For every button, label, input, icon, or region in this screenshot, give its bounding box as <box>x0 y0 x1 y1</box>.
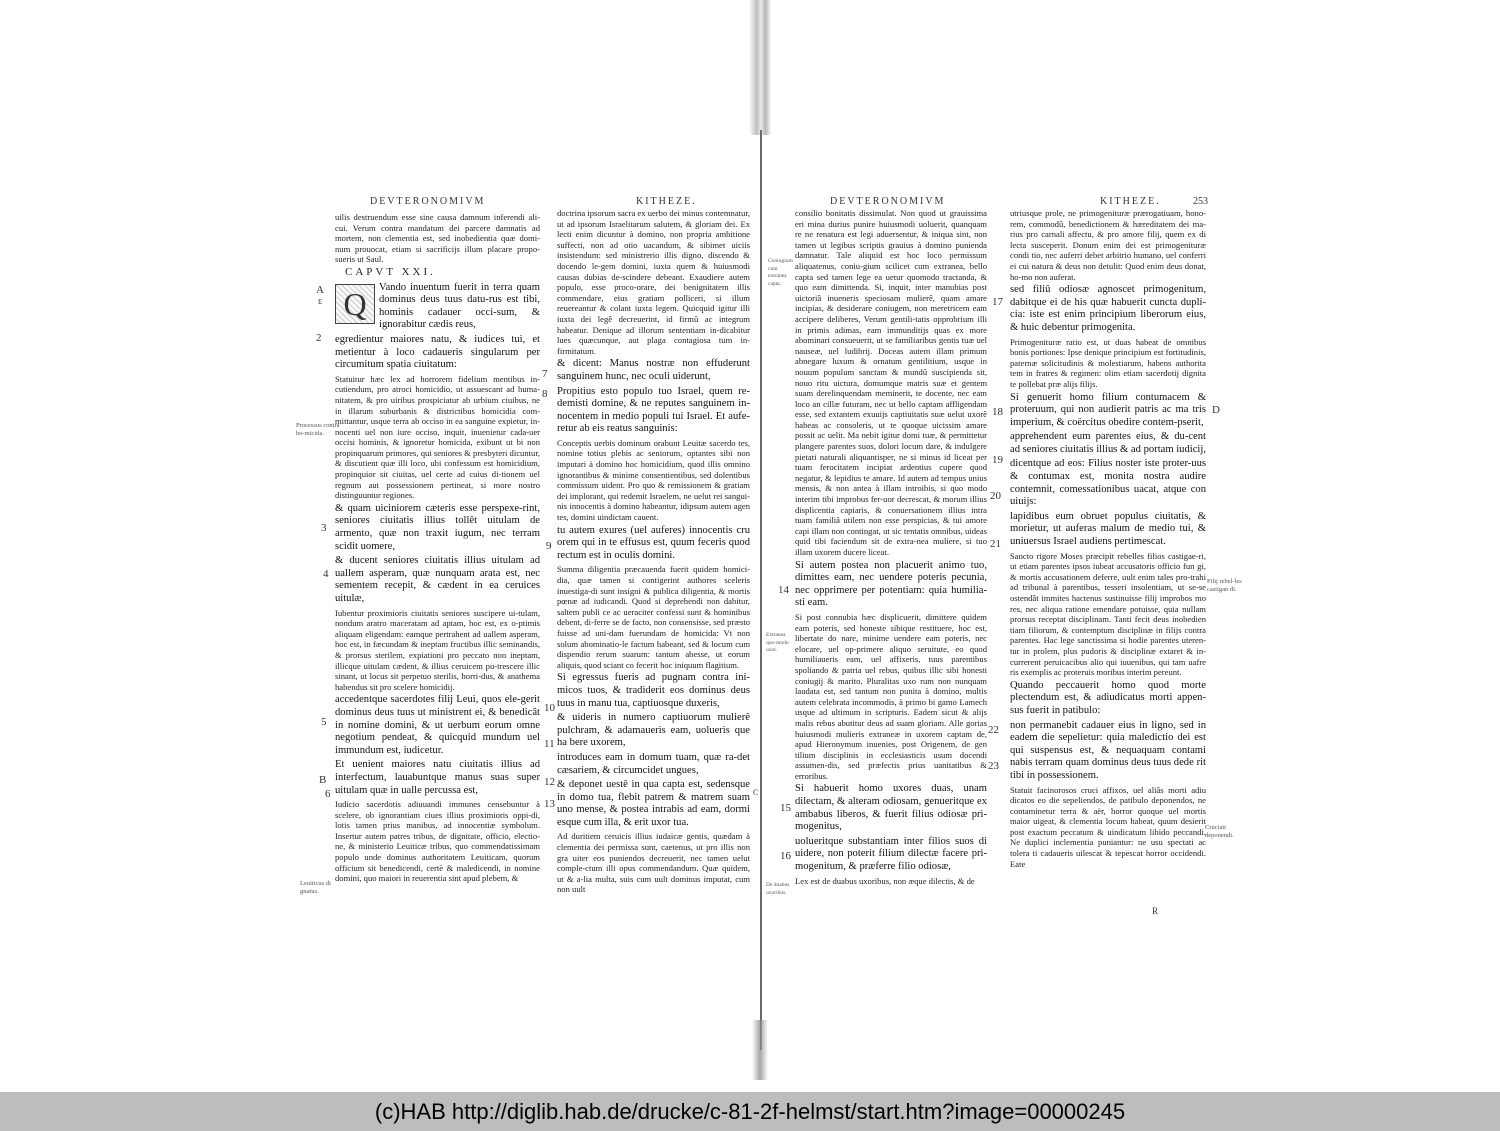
paragraph-text: Iudicio sacerdotis adiuuandi immunes censebuntur à scelere, ob ignorantiam ciues illius proximioris oppi-di, lotis tamen prius manibus, ad innocentiæ symbolum. Insertur autem patres tribus, de dignitate, officio, electio-ne, & ministerio Leuiticæ tribus, quo commendatissimam populo unde dominus authoritatem Leuiticam, quorum officium sit benedicendi, certè & maledicendi, in nomine domini, quo maiori in reuerentia sint apud plebem, & <box>335 799 540 884</box>
paragraph-text: consilio bonitatis dissimulat. Non quod ut grauissima eri mina durius punire huiusmodi uoluerit, quanquam re ne renatura est legi aduersentur, & iniqua sint, non tamen ut legibus scriptis grauius à domino punienda damnatur. Tale aliquid est hoc loco permissum aliquatenus, coniu-gium scilicet cum extranea, bello capta sed tamen lege ea uetur quomodo tractanda, & quo eam dimittenda. Si, inquit, inter manubias post uictoriâ inueneris speciosam mulierê, quam amare incipias, & desiderare coniugem, non meretricem eam accipere deliberes, Verum gentili-tatis opprobrium illi in primis adimas, eam immunditijs quas ex more abominari consueuerit, ut se familiaribus gentis tuæ uel nauseæ, uel ludibrij. Doceas autem illam primum abnegare luxum & ornatum gentilitium, usque in nouum populum sanctam & mundû suscipienda sit, nouo ritu uictura, domumque matris suæ et gentem suam derelinquendam meminerit, te docente, nec eam loco an cillæ futuram, nec ut bello captam affligendam esse, sed extantem exuuijs captiuitatis suæ uelut uxorê habeas ac consoleris, ut te quoque uicissim amare possit ac uelit. Ma nebit igitur domi tuæ, & permittetur plangere parentes suos, dolori locum dare, & indulgere pietati naturali aliquantisper, ne si minus id liceat per tuam ferocitatem incipiat ardentius cupere quod negatur, & lepidius te amare. Id autem ad tempus unius mensis, & non antea à illam introibis, si quo modo interim tibi improbus fer-uor decrescat, & morum illius displicentia capiaris, & conuersationem illius intra tuam familiâ utilem non esse perspicias, & tui amore capi illam non contingat, ut sic tentatis omnibus, uideas quid tibi faciendum sit de extra-nea muliere, si tuo illam uxorem ducere liceat. <box>795 208 987 557</box>
commentary-paragraph <box>1010 337 1206 390</box>
paragraph-text: accedentque sacerdotes filij Leui, quos ele-gerit dominus deus tuus ut ministrent ei, & benedicât in nomine domini, & ut uerbum eorum omne negotium pendeat, & quicquid mundum uel immundum est, iudicetur. <box>335 694 540 756</box>
paragraph-text: uolueritque substantiam inter filios suos di uidere, non poterit filium dilectæ facere pri-mogenitum, & præferre filio odiosæ, <box>795 835 987 873</box>
scripture-paragraph <box>1010 680 1206 718</box>
running-header-center-right: DEVTERONOMIVM <box>830 196 946 207</box>
paragraph-text: & deponet uestê in qua capta est, sedensque in domo tua, flebit patrem & matrem suam uno mense, & postea intrabis ad eam, dormi esque cum illa, & erit uxor tua. <box>557 779 750 828</box>
commentary-paragraph <box>557 438 750 523</box>
verse-number: 14 <box>778 584 789 596</box>
section-letter: A <box>316 284 324 296</box>
scripture-paragraph <box>1010 511 1206 549</box>
paragraph-text: apprehendent eum parentes eius, & du-cent ad seniores ciuitatis illius & ad portam iudicij, <box>1010 431 1206 455</box>
paragraph-text: Primogenituræ ratio est, ut duas habeat de omnibus bonis portiones: Ipse denique principium est fortitudinis, paternæ solicitudinis & molestiarum, habens authorita tem in fratres & regimen: olim etiam sacerdotij dignita te pollebat præ alijs filijs. <box>1010 336 1206 389</box>
paragraph-text: non permanebit cadauer eius in ligno, sed in eadem die sepelietur: quia maledictio dei est qui suspensus est, & nequaquam contami nabis terram quam dominus deus tuus dede rit tibi in possessionem. <box>1010 719 1206 781</box>
paragraph-text: Summa diligentia præcauenda fuerit quidem homici-dia, quæ tamen si contigerint authores sceleris inuestiga-di sunt insigni & publica diligentia, & mortis pœnæ ad iudicandi. Quod si deprehendi non dabitur, saltem publi ce ac ueraciter confessi sunt & hominibus debent, di-ferre se de facto, non consensisse, sed præsto fuisse ad uni-dam fuerundam de homicida: Vt non solum abominatio-le factum habeant, sed & locum cum dispendio rerum suarum: tantum abesse, ut eorum aliquis, quod sciant co fecerit hoc iniquum flagitium. <box>557 564 750 670</box>
commentary-paragraph <box>1010 551 1206 678</box>
scripture-paragraph <box>557 358 750 383</box>
commentary-paragraph <box>1010 785 1206 870</box>
scripture-paragraph <box>795 836 987 874</box>
paragraph-text: Si post connubia hæc displicuerit, dimittere quidem eam poteris, sed honeste sibique restituere, hoc est, libertate do nare, minime uendere eam poteris, nec elocare, uel op-primere aliquo seruitute, eo quod humiliaueris eam, uel affixeris, tuus parentibus spoliando & patria uel rebus, quibus illic sibi honesti coniugij & marito. Pluralitas uxo rum non nunquam laudata est, sed tantum non punita à domino, multis autem celebrata incommodis, à primo bi gamo Lamech usque ad ultimum in scripturis. Eadem sicut & alijs malis rebus abutitur deus ad suam gloriam. Alle gorias huiusmodi mulieris extraneæ in uxorem captam de, apud Hieronymum inuenies, post Origenem, de gen tilium disciplinis in ecclesiasticis usum docendi assumen-dis, sed præfectis prius uanitatibus & erroribus. <box>795 611 987 781</box>
commentary-paragraph <box>335 212 540 265</box>
drop-cap-initial: Q <box>335 284 375 324</box>
paragraph-text: & uideris in numero captiuorum mulierê pulchram, & adamaueris eam, uolueris que ha bere uxorem, <box>557 712 750 749</box>
paragraph-text: tu autem exures (uel auferes) innocentis cru orem qui in te effusus est, quum feceris quod rectum est in oculis domini. <box>557 524 750 561</box>
scripture-paragraph <box>557 525 750 563</box>
commentary-paragraph <box>335 608 540 693</box>
spine-shadow-bottom <box>752 1020 768 1080</box>
verse-number: 18 <box>992 406 1003 418</box>
text-column-3 <box>795 208 987 908</box>
side-note: Extranea quo-modo uxor. <box>766 632 789 653</box>
verse-number: 19 <box>992 454 1003 466</box>
commentary-paragraph <box>557 564 750 670</box>
section-letter: R <box>1152 906 1159 916</box>
verse-number: 11 <box>544 738 555 750</box>
paragraph-text: utriusque prole, ne primogenituræ prærogatiuam, hono-rem, commodû, benedictionem & hæreditatem dei ma-rius pro carnali affectu, & pro amore filij, quem ex di lecta susceperit. Donum enim dei est primogenituræ condi tio, nec auferri debet arbitrio humano, uel conferri ei cui natura & deus non detulit: Quod enim deus donat, ho-mo non auferat. <box>1010 208 1206 282</box>
paragraph-text: Conceptis uerbis dominum orabunt Leuitæ sacerdo tes, nomine totius plebis ac seniorum, optantes sibi non imputari à domino hoc homicidium, quod illis omnino ignorantibus & minime consentientibus, sed dolentibus commissum uident. Pro quo & remissionem & gratiam dei implorant, qui redemit Israelem, ne uelut rei sangui-nis innocentis à domino habeantur, idipsum autem agen tes, domini uindictam cauent. <box>557 437 750 523</box>
text-column-2 <box>557 208 750 920</box>
verse-number: 21 <box>990 538 1001 550</box>
scripture-paragraph <box>1010 392 1206 430</box>
verse-number: 10 <box>544 702 555 714</box>
spine-shadow-top <box>749 0 771 135</box>
verse-number: 7 <box>542 368 548 380</box>
side-note: Cruciati deponendi. <box>1205 824 1234 839</box>
section-letter: E <box>318 298 323 306</box>
side-note: Leuiticus di gnatus. <box>300 880 331 895</box>
paragraph-text: Si habuerit homo uxores duas, unam dilectam, & alteram odiosam, genueritque ex ambabus liberos, & fuerit filius odiosæ pri-mogenitus, <box>795 783 987 833</box>
verse-number: 9 <box>546 540 552 552</box>
section-letter: D <box>1212 404 1220 416</box>
verse-number: 17 <box>992 296 1003 308</box>
copyright-footer: (c)HAB http://diglib.hab.de/drucke/c-81-2f-helmst/start.htm?image=00000245 <box>0 1092 1500 1131</box>
scripture-paragraph <box>795 783 987 833</box>
verse-number: 16 <box>780 850 791 862</box>
paragraph-text: dicentque ad eos: Filius noster iste proter-uus & contumax est, monita nostra audire contemnit, comessationibus uacat, atque con uiuijs: <box>1010 458 1206 508</box>
verse-number: 2 <box>316 332 322 344</box>
scripture-paragraph <box>335 334 540 372</box>
side-note: Filij rebel-les castigan di. <box>1207 578 1242 593</box>
commentary-paragraph <box>335 374 540 501</box>
paragraph-text: Quando peccauerit homo quod morte plectendum est, & adiudicatus morti appen-sus fuerit in patibulo: <box>1010 679 1206 716</box>
running-header-left: DEVTERONOMIVM <box>370 196 486 207</box>
book-spine <box>746 0 776 1092</box>
scripture-paragraph <box>335 694 540 757</box>
scripture-paragraph <box>335 555 540 605</box>
side-note: Coniugium cum extranea capta. <box>768 258 793 287</box>
verse-number: 3 <box>321 522 327 534</box>
paragraph-text: Iubentur proximioris ciuitatis seniores suscipere ui-tulam, nondum aratro maceratam ad aptam, hoc est, ex o-ptimis aliquam eligendam: eamque pertrahent ad uallem asperam, hoc est, in fæcundam & ineptam fructibus illic seminandis, & prorsus sterilem, expiationi pro peccato non ineptam, illicque uitulam cædent, & illius ceruicem pu-trescere illic sinant, ut locus sit perpetuo sterilis, horri-dus, & anathema habendus sit pro scelere homicidij. <box>335 607 540 692</box>
verse-number: 5 <box>321 716 327 728</box>
verse-number: 12 <box>544 776 555 788</box>
commentary-paragraph <box>795 876 987 887</box>
scripture-paragraph <box>335 503 540 553</box>
paragraph-text: introduces eam in domum tuam, quæ ra-det cæsariem, & circumcidet ungues, <box>557 751 750 776</box>
scripture-paragraph <box>335 282 540 332</box>
paragraph-text: lapidibus eum obruet populus ciuitatis, & morietur, ut auferas malum de medio tui, & uniuersus Israel audiens pertimescat. <box>1010 510 1206 548</box>
scripture-paragraph <box>1010 458 1206 508</box>
text-column-1 <box>335 212 540 912</box>
paragraph-text: sed filiû odiosæ agnoscet primogenitum, dabitque ei de his quæ habuerit cuncta dupli-cia: iste est enim principium liberorum eius, & huic debentur primogenita. <box>1010 284 1206 333</box>
scripture-paragraph <box>795 560 987 610</box>
running-header-center-left: KITHEZE. <box>636 196 697 207</box>
scripture-paragraph <box>557 752 750 777</box>
side-note: Processus contra ho-micida. <box>296 422 340 437</box>
scripture-paragraph <box>557 386 750 436</box>
verse-number: 15 <box>780 802 791 814</box>
chapter-heading: CAPVT XXI. <box>345 265 436 278</box>
verse-number: 4 <box>323 568 329 580</box>
text-column-4 <box>1010 208 1206 920</box>
paragraph-text: & dicent: Manus nostræ non effuderunt sanguinem hunc, nec oculi uiderunt, <box>557 358 750 382</box>
commentary-paragraph <box>795 612 987 782</box>
scripture-paragraph <box>335 759 540 797</box>
commentary-paragraph <box>557 831 750 895</box>
paragraph-text: Ad duritiem ceruicis illius iudaicæ gentis, quædam à clementia dei permissa sunt, caetenus, ut pro illis non gra uiter eos puniendos decreuerit, nec tamen uelut comple-ctum illi opus commendandum. Quæ quidem, ut & a-lia multa, suis cum uult dominus imputat, cum non uult <box>557 831 750 895</box>
commentary-paragraph <box>1010 208 1206 282</box>
scripture-paragraph <box>1010 720 1206 783</box>
commentary-paragraph <box>335 799 540 884</box>
section-letter: C <box>753 788 759 797</box>
verse-number: 23 <box>988 760 999 772</box>
paragraph-text: Et uenient maiores natu ciuitatis illius ad interfectum, lauabuntque manus suas super uitulam quæ in ualle percussa est, <box>335 759 540 796</box>
paragraph-text: Lex est de duabus uxoribus, non æque dilectis, & de <box>795 875 975 886</box>
running-header-right: KITHEZE. <box>1100 196 1161 207</box>
verse-number: 13 <box>544 798 555 810</box>
verse-number: 20 <box>990 490 1001 502</box>
verse-number: 6 <box>325 788 331 800</box>
paragraph-text: egredientur maiores natu, & iudices tui, et metientur à loco cadaueris singularum per circumitum spatia ciuitatum: <box>335 333 540 371</box>
paragraph-text: Si egressus fueris ad pugnam contra ini-micos tuos, & tradiderit eos dominus deus tuus in manu tua, captiuosque duxeris, <box>557 672 750 709</box>
scripture-paragraph <box>557 779 750 829</box>
paragraph-text: Statuit facinorosos cruci affixos, uel aliâs morti adiu dicatos eo die sepeliendos, de patibulo deponendos, ne contaminetur terra & aër, horror quoque uel mortis maior uigeat, & clementia locum habeat, quum desierit post exactum peccatum & uindicatum libido peccandi. Ne duplici inclementia puniantur: ne usu spectati ac tolera ti cadaueris uilescat & tepescat horror occidendi. Eate <box>1010 784 1206 869</box>
commentary-paragraph <box>795 208 987 558</box>
paragraph-text: doctrina ipsorum sacra ex uerbo dei minus contemnatur, ut ad ipsorum Israelitarum salutem, & gloriam dei. Ex lecti enim dicuntur à domino, non propria ambitione suffecti, non ad otio uacandum, & sibimet uiciis insistendum: sed ministrerio illis digno, discendo & docendo le-gem domini, iuxta quem & huiusmodi causas dubias de-scindere debeant. Exaudiere autem populo, esse proco-orare, dei benignitatem illis commendare, eius gratiam polliceri, si illum reuereantur & colant iuxta legem. Quicquid igitur illi iuxta dei legê decreuerint, id firmû ac integrum habeatur. Denique ad illorum sententiam in-dicabitur lues quæcunque, aut plaga contagiosa tum in-firmitatum. <box>557 208 750 356</box>
paragraph-text: Si genuerit homo filium contumacem & proteruum, qui non audierit patris ac ma tris imperium, & coërcitus obedire contem-pserit, <box>1010 391 1206 428</box>
paragraph-text: Si autem postea non placuerit animo tuo, dimittes eam, nec uendere poteris pecunia, nec opprimere per potentiam: quia humilia-sti eam. <box>795 559 987 609</box>
scripture-paragraph <box>557 712 750 750</box>
paragraph-text: & quam uiciniorem cæteris esse perspexe-rint, seniores ciuitatis illius tollêt uitulam de armento, quæ non traxit iugum, nec terram scidit uomere, <box>335 502 540 552</box>
scripture-paragraph <box>1010 431 1206 456</box>
paragraph-text: uilis destruendum esse sine causa damnum inferendi ali-cui. Verum contra mandatum dei parcere damnatis ad mortem, non clementia est, sed inobedientia quæ domi-num prouocat, etiam si sacrificijs illum placare propo-sueris ut Saul. <box>335 212 540 265</box>
paragraph-text: Propitius esto populo tuo Israel, quem re-demisti domine, & ne reputes sanguinem in-nocentem in medio populi tui Israel. Et aufe-retur ab eis reatus sanguinis: <box>557 385 750 435</box>
scripture-paragraph <box>557 672 750 710</box>
section-letter: B <box>319 774 327 786</box>
page-number: 253 <box>1193 196 1208 207</box>
verse-number: 8 <box>542 388 548 400</box>
scripture-paragraph <box>1010 284 1206 334</box>
spine-fold-line <box>760 130 762 1050</box>
paragraph-text: & ducent seniores ciuitatis illius uitulam ad uallem asperam, quæ nunquam arata est, nec sementem recepit, & cædent in ea ceruices uitulæ, <box>335 555 540 604</box>
side-note: De duabus uxoribus. <box>766 882 790 896</box>
paragraph-text: Statuitur hæc lex ad horrorem fidelium mentibus in-cutiendum, pro atroci homicidio, ut assuescant ad huma-nitatem, & pro uiribus prospiciatur ab urbium ciuibus, ne in illarum suburbanis & districtibus homicidia com-mittantur, usque terra ab occiso in ea sanguine expietur, in-nocenti uel non iure occiso, inquit, inuenietur cada-uer occisi hominis, & ignoretur homicida, exibunt ut bi non propinquarum primores, qui seniores & presbyteri dicuntur, & discutient quæ illi loco, ubi confessum est homicidium, propinquior sit ciuitas, uel certe ad cuius di-tionem uel regnum aut possessionem pertineat, si more nostro distinguuntur regiones. <box>335 373 540 501</box>
verse-number: 22 <box>988 724 999 736</box>
paragraph-text: Vando inuentum fuerit in terra quam dominus deus tuus datu-rus est tibi, hominis cadauer occi-sum, & ignorabitur cædis reus, <box>379 281 540 331</box>
commentary-paragraph <box>557 208 750 356</box>
paragraph-text: Sancto rigore Moses præcipit rebelles filios castigae-ri, ut etiam parentes ipsos iubeat accusatoris officio fun gi, & mortis accusationem deferre, uult enim tales pro-trahi ad tribunal à parentibus, tesseri insolentiam, ut se-se ostendât immites hactenus sustinuisse filij improbos mo res, nec aliqua ratione emendare potuisse, quia nullam prorsus receptat disciplinam. Tanti fecit deus inobedien tiam filiorum, & contemptum disciplinæ in filijs contra parentes. Hac lege sanctissima si hodie parentes uteren-tur in prolem, plus pudoris & disciplinæ extaret & in-currerent peruicacibus alio qui iuuenibus, qui tam uafre ris exemplis ac proteruis moribus interim pereunt. <box>1010 550 1206 678</box>
